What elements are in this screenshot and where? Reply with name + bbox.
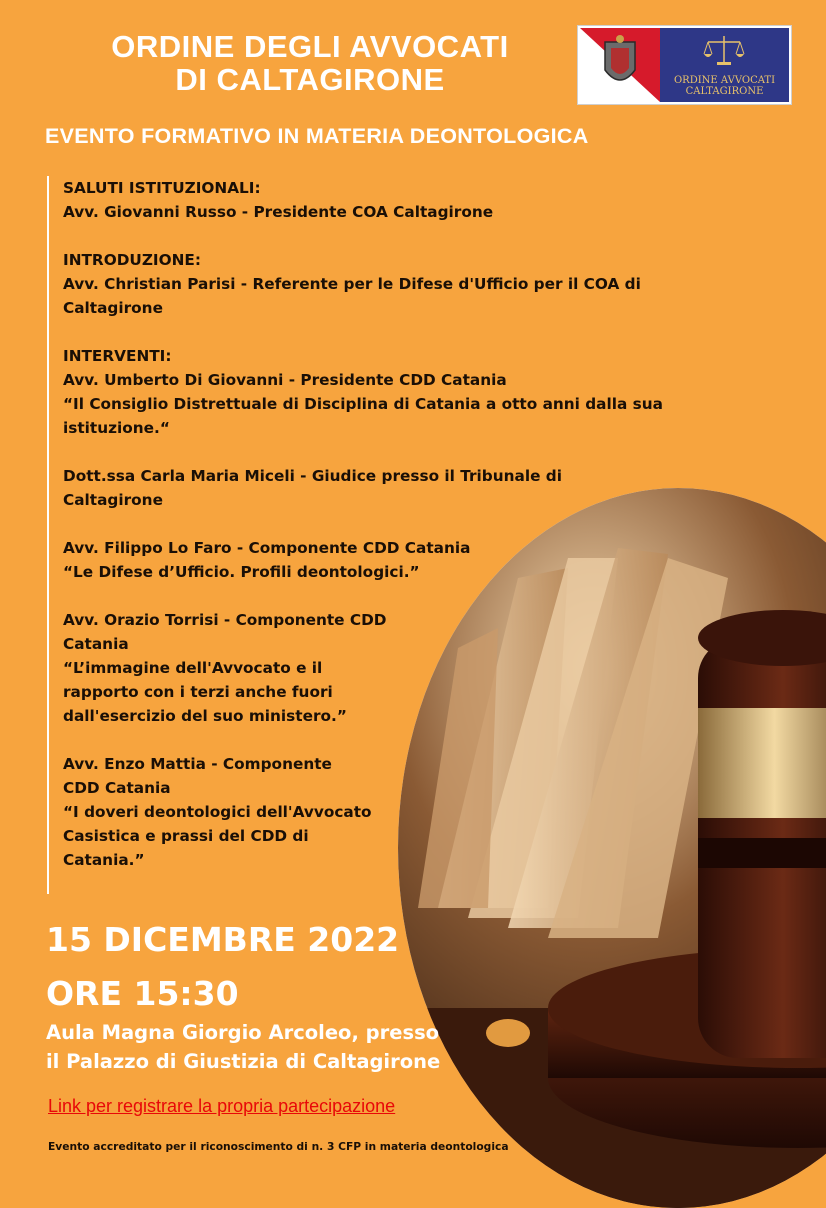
program-line: “Le Difese d’Ufficio. Profili deontologici.”: [63, 563, 420, 581]
program-list: [63, 176, 743, 896]
program-line: Avv. Christian Parisi - Referente per le Difese d'Ufficio per il COA di: [63, 275, 641, 293]
program-line: Catania.”: [63, 851, 145, 869]
program-line: Caltagirone: [63, 299, 163, 317]
program-line: “Il Consiglio Distrettuale di Disciplina di Catania a otto anni dalla sua: [63, 395, 663, 413]
event-subtitle: EVENTO FORMATIVO IN MATERIA DEONTOLOGICA: [45, 124, 589, 148]
program-line: Dott.ssa Carla Maria Miceli - Giudice presso il Tribunale di: [63, 467, 562, 485]
program-line: “L’immagine dell'Avvocato e il: [63, 659, 323, 677]
program-block: [63, 344, 743, 440]
program-block: [63, 752, 743, 872]
program-line: Casistica e prassi del CDD di: [63, 827, 309, 845]
vertical-divider: [47, 176, 49, 894]
footer-note: Evento accreditato per il riconoscimento di n. 3 CFP in materia deontologica: [48, 1140, 509, 1153]
program-line: Avv. Giovanni Russo - Presidente COA Caltagirone: [63, 203, 494, 221]
logo-text: [660, 75, 789, 97]
venue-line-1: Aula Magna Giorgio Arcoleo, presso: [46, 1021, 440, 1044]
program-block: [63, 248, 743, 320]
program-line: Avv. Filippo Lo Faro - Componente CDD Catania: [63, 539, 471, 557]
program-line: Avv. Umberto Di Giovanni - Presidente CDD Catania: [63, 371, 507, 389]
program-block: [63, 608, 743, 728]
program-line: SALUTI ISTITUZIONALI:: [63, 179, 261, 197]
logo-text-line-1: ORDINE AVVOCATI: [673, 75, 776, 86]
event-time: ORE 15:30: [46, 974, 239, 1013]
program-line: rapporto con i terzi anche fuori: [63, 683, 333, 701]
program-line: Caltagirone: [63, 491, 163, 509]
coat-of-arms-icon: [580, 28, 660, 102]
event-venue: [46, 1018, 440, 1076]
title-line-2: DI CALTAGIRONE: [175, 62, 445, 97]
program-block: [63, 464, 743, 512]
logo-box: [577, 25, 792, 105]
program-block: [63, 536, 743, 584]
logo-text-line-2: CALTAGIRONE: [685, 86, 764, 97]
program-block: [63, 176, 743, 224]
program-line: “I doveri deontologici dell'Avvocato: [63, 803, 372, 821]
registration-link[interactable]: Link per registrare la propria partecipazione: [48, 1096, 396, 1116]
program-line: Catania: [63, 635, 129, 653]
program-line: Avv. Enzo Mattia - Componente: [63, 755, 332, 773]
venue-line-2: il Palazzo di Giustizia di Caltagirone: [46, 1050, 441, 1073]
program-line: INTERVENTI:: [63, 347, 172, 365]
program-line: Avv. Orazio Torrisi - Componente CDD: [63, 611, 387, 629]
program-line: CDD Catania: [63, 779, 171, 797]
header-title: [40, 30, 580, 96]
event-date: 15 DICEMBRE 2022: [46, 920, 400, 959]
bar-association-logo: [660, 28, 789, 102]
program-line: dall'esercizio del suo ministero.”: [63, 707, 347, 725]
title-line-1: ORDINE DEGLI AVVOCATI: [111, 29, 509, 64]
scales-of-justice-icon: [660, 28, 789, 74]
program-line: INTRODUZIONE:: [63, 251, 201, 269]
program-line: istituzione.“: [63, 419, 170, 437]
